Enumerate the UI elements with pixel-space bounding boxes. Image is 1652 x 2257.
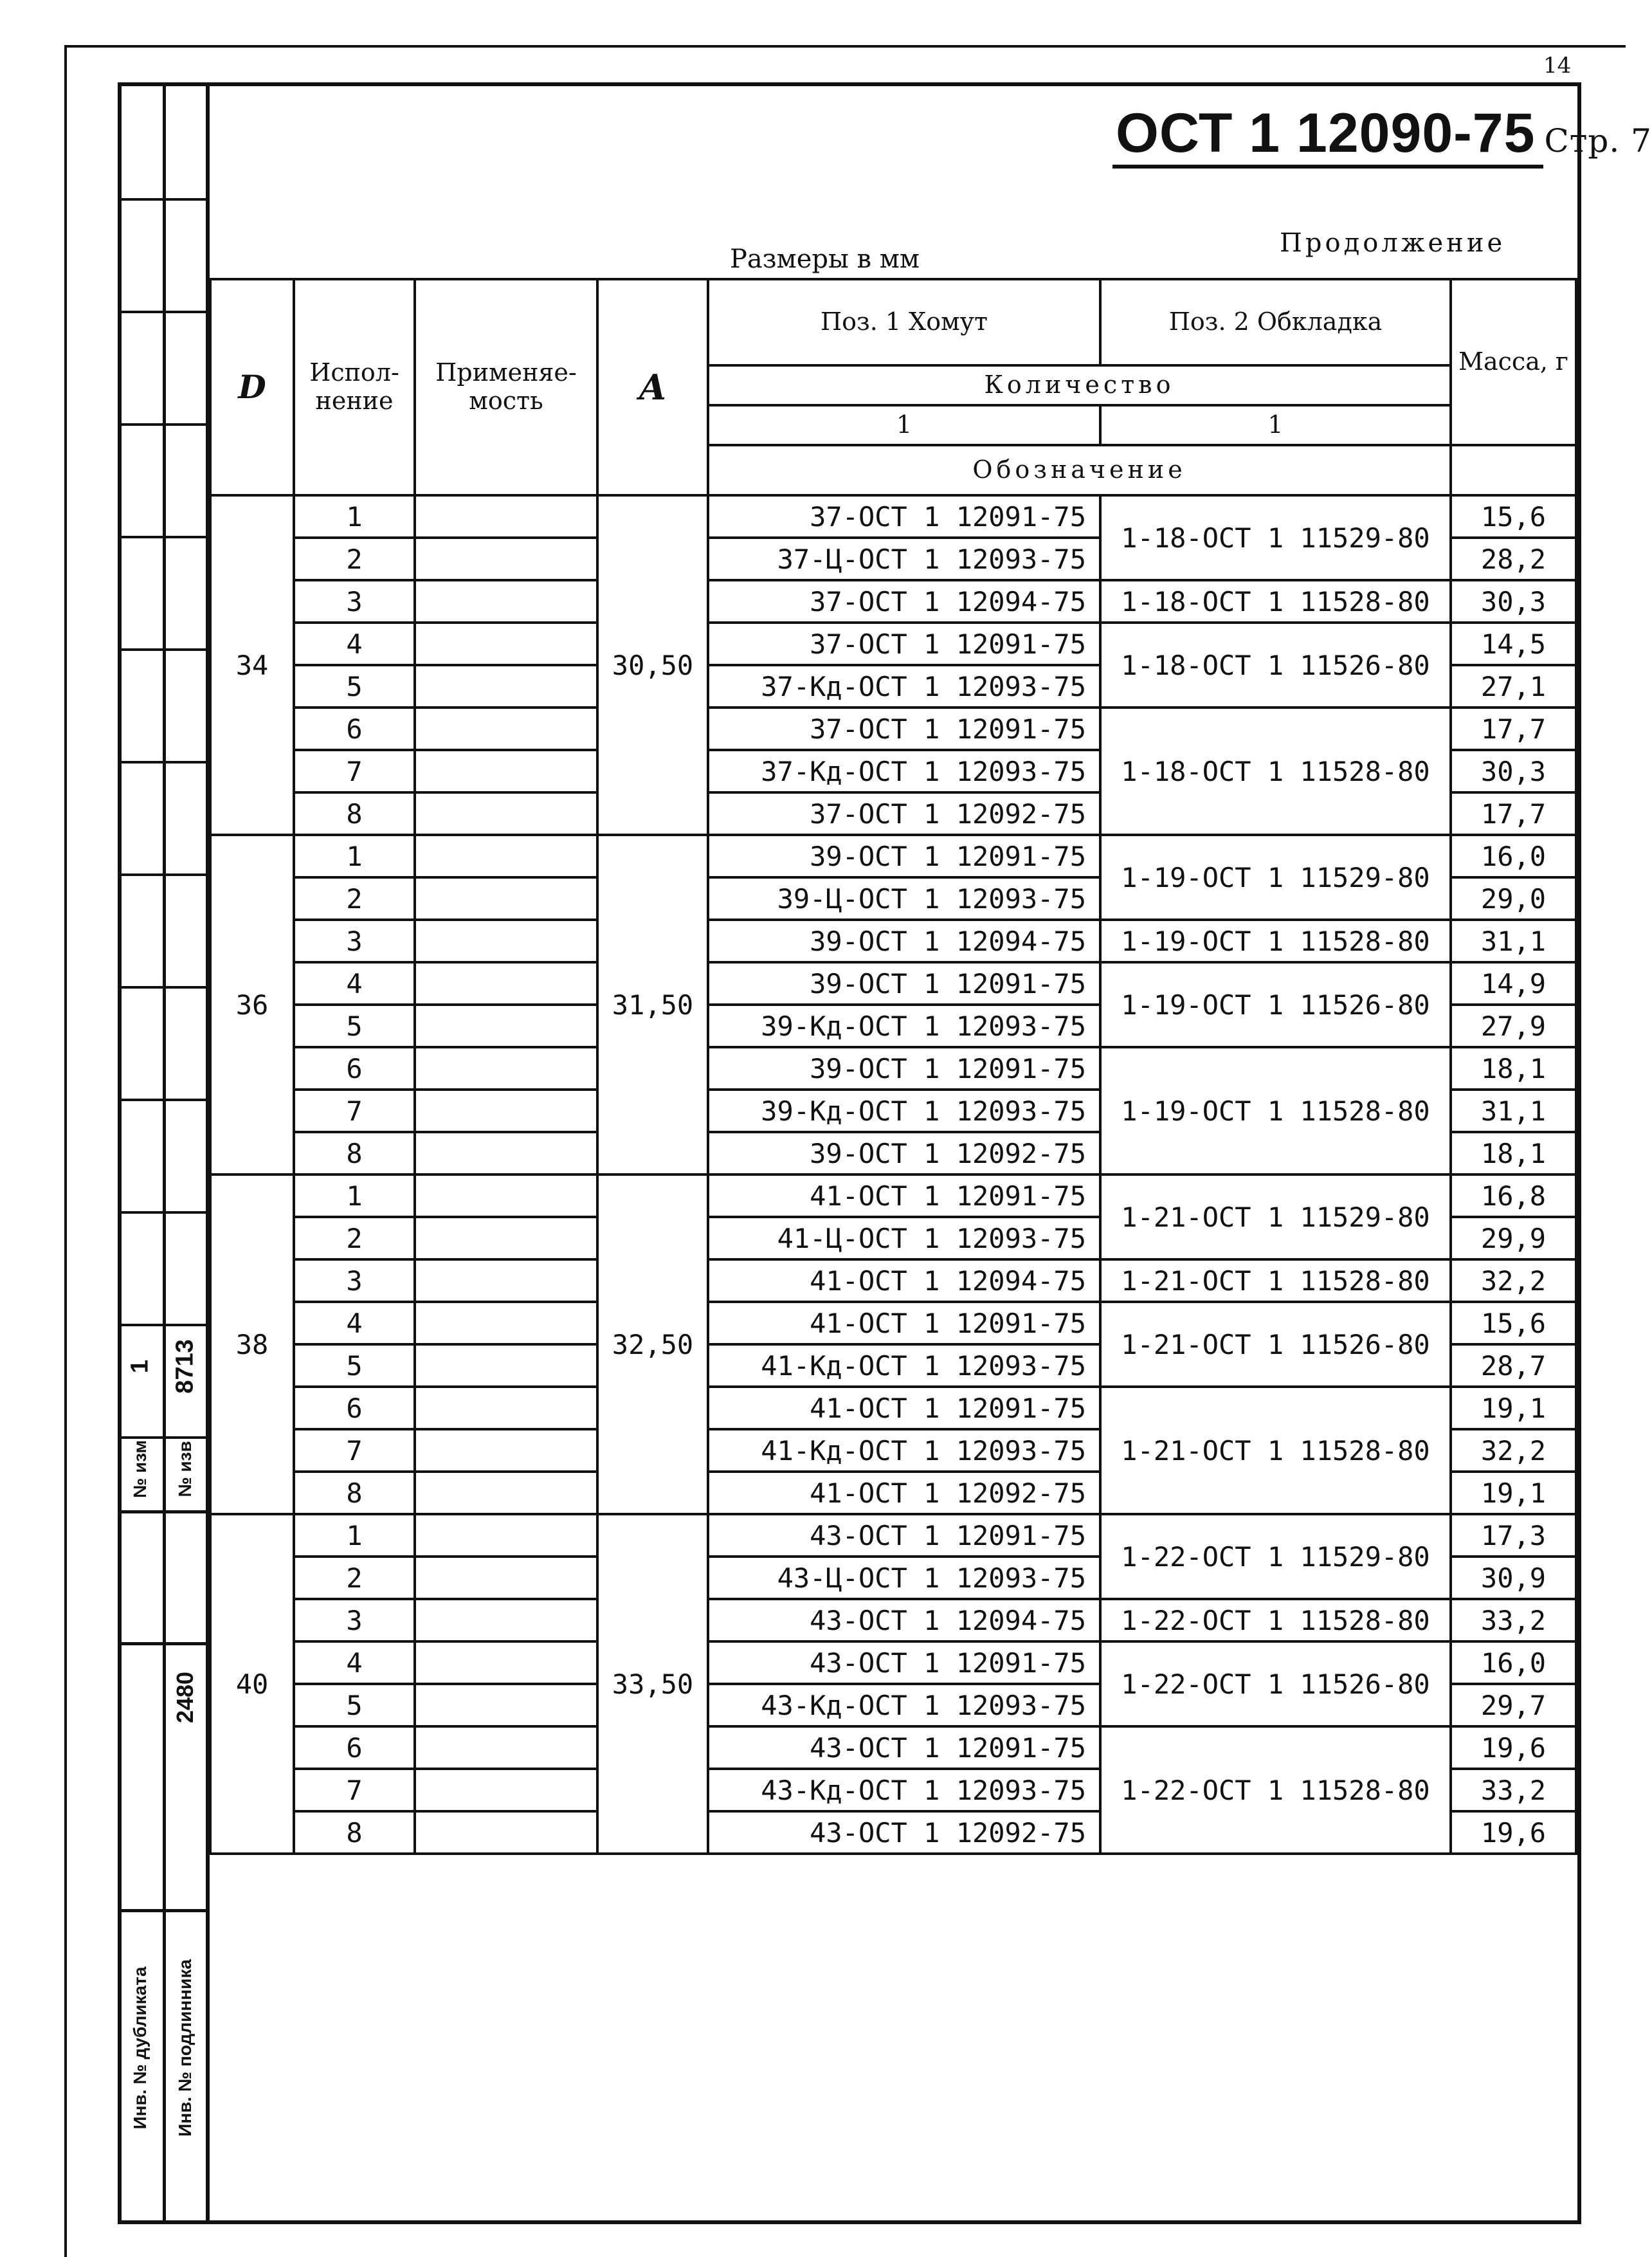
cell-prim bbox=[415, 750, 597, 792]
cell-pos1: 37-Кд-ОСТ 1 12093-75 bbox=[708, 665, 1100, 708]
cell-isp: 1 bbox=[294, 1174, 415, 1217]
cell-mass: 33,2 bbox=[1451, 1769, 1576, 1811]
table-row bbox=[210, 1726, 1576, 1769]
stamp-orig-label: Инв. № подлинника bbox=[175, 1959, 195, 2137]
cell-isp: 5 bbox=[294, 1344, 415, 1387]
stamp-orig-value: 2480 bbox=[172, 1671, 198, 1724]
cell-prim bbox=[415, 962, 597, 1005]
cell-mass: 29,0 bbox=[1451, 877, 1576, 920]
table-row bbox=[210, 708, 1576, 750]
cell-isp: 7 bbox=[294, 1090, 415, 1132]
cell-mass: 17,7 bbox=[1451, 792, 1576, 835]
cell-isp: 3 bbox=[294, 580, 415, 623]
table-row bbox=[210, 1302, 1576, 1344]
col-isp-header: Испол- нение bbox=[294, 279, 415, 495]
cell-a: 31,50 bbox=[597, 835, 708, 1174]
cell-prim bbox=[415, 1641, 597, 1684]
cell-prim bbox=[415, 1429, 597, 1472]
cell-pos1: 37-Ц-ОСТ 1 12093-75 bbox=[708, 538, 1100, 580]
cell-prim bbox=[415, 792, 597, 835]
cell-mass: 19,1 bbox=[1451, 1472, 1576, 1514]
cell-pos2: 1-18-ОСТ 1 11526-80 bbox=[1100, 623, 1451, 708]
table-row bbox=[210, 495, 1576, 538]
cell-isp: 8 bbox=[294, 1472, 415, 1514]
stamp-izv-value: 8713 bbox=[171, 1339, 199, 1394]
cell-pos1: 43-Кд-ОСТ 1 12093-75 bbox=[708, 1684, 1100, 1726]
cell-a: 32,50 bbox=[597, 1174, 708, 1514]
cell-pos2: 1-22-ОСТ 1 11529-80 bbox=[1100, 1514, 1451, 1599]
cell-mass: 31,1 bbox=[1451, 1090, 1576, 1132]
table-row bbox=[210, 1047, 1576, 1090]
cell-mass: 17,7 bbox=[1451, 708, 1576, 750]
cell-pos1: 39-ОСТ 1 12092-75 bbox=[708, 1132, 1100, 1174]
col-d-header: D bbox=[210, 279, 294, 495]
table-row bbox=[210, 835, 1576, 877]
cell-isp: 3 bbox=[294, 1599, 415, 1641]
cell-prim bbox=[415, 1344, 597, 1387]
cell-prim bbox=[415, 1090, 597, 1132]
cell-isp: 3 bbox=[294, 1259, 415, 1302]
cell-pos2: 1-21-ОСТ 1 11528-80 bbox=[1100, 1259, 1451, 1302]
table-row bbox=[210, 962, 1576, 1005]
cell-isp: 4 bbox=[294, 1641, 415, 1684]
cell-d: 36 bbox=[210, 835, 294, 1174]
cell-pos2: 1-18-ОСТ 1 11528-80 bbox=[1100, 708, 1451, 835]
cell-pos2: 1-21-ОСТ 1 11526-80 bbox=[1100, 1302, 1451, 1387]
page-number: 14 bbox=[1543, 53, 1572, 78]
cell-mass: 19,1 bbox=[1451, 1387, 1576, 1429]
table-row bbox=[210, 623, 1576, 665]
cell-isp: 5 bbox=[294, 1684, 415, 1726]
cell-pos1: 43-ОСТ 1 12091-75 bbox=[708, 1514, 1100, 1557]
cell-isp: 7 bbox=[294, 1769, 415, 1811]
col-pos1-header: Поз. 1 Хомут bbox=[708, 279, 1100, 365]
cell-mass: 16,8 bbox=[1451, 1174, 1576, 1217]
cell-prim bbox=[415, 1769, 597, 1811]
cell-pos2: 1-19-ОСТ 1 11529-80 bbox=[1100, 835, 1451, 920]
cell-isp: 7 bbox=[294, 1429, 415, 1472]
table-row bbox=[210, 1599, 1576, 1641]
cell-isp: 6 bbox=[294, 1047, 415, 1090]
table-row bbox=[210, 920, 1576, 962]
cell-mass: 27,9 bbox=[1451, 1005, 1576, 1047]
cell-mass: 32,2 bbox=[1451, 1259, 1576, 1302]
cell-prim bbox=[415, 1726, 597, 1769]
stamp-izm-label: № изм bbox=[130, 1439, 150, 1499]
cell-pos1: 39-ОСТ 1 12091-75 bbox=[708, 962, 1100, 1005]
table-row bbox=[210, 1641, 1576, 1684]
cell-mass: 30,9 bbox=[1451, 1557, 1576, 1599]
table-row bbox=[210, 1174, 1576, 1217]
cell-pos1: 41-ОСТ 1 12091-75 bbox=[708, 1387, 1100, 1429]
cell-mass: 31,1 bbox=[1451, 920, 1576, 962]
cell-pos1: 37-ОСТ 1 12091-75 bbox=[708, 623, 1100, 665]
cell-prim bbox=[415, 538, 597, 580]
col-desig-header: Обозначение bbox=[708, 445, 1451, 495]
cell-mass: 19,6 bbox=[1451, 1726, 1576, 1769]
cell-prim bbox=[415, 623, 597, 665]
cell-pos1: 43-Ц-ОСТ 1 12093-75 bbox=[708, 1557, 1100, 1599]
spec-table bbox=[209, 278, 1577, 2092]
stamp-izm-value: 1 bbox=[126, 1359, 154, 1374]
blank-area bbox=[210, 1854, 1576, 2092]
cell-pos1: 37-Кд-ОСТ 1 12093-75 bbox=[708, 750, 1100, 792]
cell-mass: 15,6 bbox=[1451, 495, 1576, 538]
sizes-note: Размеры в мм bbox=[730, 244, 920, 274]
cell-prim bbox=[415, 708, 597, 750]
cell-isp: 2 bbox=[294, 538, 415, 580]
cell-mass: 18,1 bbox=[1451, 1047, 1576, 1090]
cell-d: 38 bbox=[210, 1174, 294, 1514]
cell-pos2: 1-21-ОСТ 1 11529-80 bbox=[1100, 1174, 1451, 1259]
cell-mass: 19,6 bbox=[1451, 1811, 1576, 1854]
cell-prim bbox=[415, 1557, 597, 1599]
cell-pos2: 1-22-ОСТ 1 11528-80 bbox=[1100, 1726, 1451, 1854]
cell-pos1: 39-ОСТ 1 12094-75 bbox=[708, 920, 1100, 962]
table-row bbox=[210, 1514, 1576, 1557]
cell-pos1: 43-Кд-ОСТ 1 12093-75 bbox=[708, 1769, 1100, 1811]
cell-prim bbox=[415, 1684, 597, 1726]
standard-title bbox=[1116, 102, 1652, 165]
title-underline bbox=[1112, 165, 1543, 169]
cell-pos2: 1-18-ОСТ 1 11528-80 bbox=[1100, 580, 1451, 623]
cell-mass: 27,1 bbox=[1451, 665, 1576, 708]
cell-pos1: 41-ОСТ 1 12091-75 bbox=[708, 1302, 1100, 1344]
cell-prim bbox=[415, 1047, 597, 1090]
cell-pos1: 43-ОСТ 1 12091-75 bbox=[708, 1726, 1100, 1769]
cell-pos2: 1-21-ОСТ 1 11528-80 bbox=[1100, 1387, 1451, 1514]
cell-isp: 5 bbox=[294, 665, 415, 708]
col-mass-header: Масса, г bbox=[1451, 279, 1576, 445]
cell-isp: 2 bbox=[294, 1217, 415, 1259]
qty-pos1: 1 bbox=[708, 405, 1100, 445]
cell-isp: 8 bbox=[294, 1811, 415, 1854]
cell-pos1: 41-Кд-ОСТ 1 12093-75 bbox=[708, 1429, 1100, 1472]
stamp-column bbox=[118, 82, 209, 2224]
cell-isp: 6 bbox=[294, 1387, 415, 1429]
cell-isp: 2 bbox=[294, 877, 415, 920]
cell-isp: 8 bbox=[294, 792, 415, 835]
cell-pos1: 39-ОСТ 1 12091-75 bbox=[708, 835, 1100, 877]
continuation-label: Продолжение bbox=[1280, 228, 1506, 258]
cell-isp: 6 bbox=[294, 708, 415, 750]
cell-prim bbox=[415, 1259, 597, 1302]
cell-mass: 28,7 bbox=[1451, 1344, 1576, 1387]
cell-isp: 3 bbox=[294, 920, 415, 962]
cell-pos1: 43-ОСТ 1 12092-75 bbox=[708, 1811, 1100, 1854]
cell-prim bbox=[415, 665, 597, 708]
cell-mass: 29,9 bbox=[1451, 1217, 1576, 1259]
cell-pos1: 41-ОСТ 1 12094-75 bbox=[708, 1259, 1100, 1302]
col-qty-header: Количество bbox=[708, 365, 1451, 405]
cell-d: 34 bbox=[210, 495, 294, 835]
cell-pos2: 1-19-ОСТ 1 11526-80 bbox=[1100, 962, 1451, 1047]
col-a-header: A bbox=[597, 279, 708, 495]
cell-pos1: 41-Ц-ОСТ 1 12093-75 bbox=[708, 1217, 1100, 1259]
cell-pos1: 39-Кд-ОСТ 1 12093-75 bbox=[708, 1005, 1100, 1047]
cell-pos1: 37-ОСТ 1 12092-75 bbox=[708, 792, 1100, 835]
cell-pos1: 41-Кд-ОСТ 1 12093-75 bbox=[708, 1344, 1100, 1387]
cell-prim bbox=[415, 1217, 597, 1259]
cell-mass: 14,9 bbox=[1451, 962, 1576, 1005]
cell-isp: 7 bbox=[294, 750, 415, 792]
cell-pos1: 39-ОСТ 1 12091-75 bbox=[708, 1047, 1100, 1090]
cell-isp: 8 bbox=[294, 1132, 415, 1174]
cell-d: 40 bbox=[210, 1514, 294, 1854]
cell-pos1: 43-ОСТ 1 12094-75 bbox=[708, 1599, 1100, 1641]
cell-a: 33,50 bbox=[597, 1514, 708, 1854]
cell-isp: 4 bbox=[294, 1302, 415, 1344]
cell-pos2: 1-22-ОСТ 1 11528-80 bbox=[1100, 1599, 1451, 1641]
cell-pos1: 37-ОСТ 1 12094-75 bbox=[708, 580, 1100, 623]
cell-prim bbox=[415, 1472, 597, 1514]
table-row bbox=[210, 1259, 1576, 1302]
cell-pos1: 39-Кд-ОСТ 1 12093-75 bbox=[708, 1090, 1100, 1132]
cell-isp: 1 bbox=[294, 835, 415, 877]
cell-isp: 4 bbox=[294, 623, 415, 665]
cell-isp: 2 bbox=[294, 1557, 415, 1599]
cell-pos2: 1-19-ОСТ 1 11528-80 bbox=[1100, 1047, 1451, 1174]
cell-prim bbox=[415, 1174, 597, 1217]
cell-mass: 17,3 bbox=[1451, 1514, 1576, 1557]
cell-mass: 30,3 bbox=[1451, 750, 1576, 792]
cell-prim bbox=[415, 1599, 597, 1641]
cell-mass: 30,3 bbox=[1451, 580, 1576, 623]
cell-pos1: 39-Ц-ОСТ 1 12093-75 bbox=[708, 877, 1100, 920]
page-label: Стр. 7 bbox=[1544, 122, 1652, 160]
cell-prim bbox=[415, 1005, 597, 1047]
cell-prim bbox=[415, 835, 597, 877]
cell-isp: 4 bbox=[294, 962, 415, 1005]
cell-prim bbox=[415, 1514, 597, 1557]
cell-pos1: 43-ОСТ 1 12091-75 bbox=[708, 1641, 1100, 1684]
cell-isp: 1 bbox=[294, 495, 415, 538]
stamp-izv-label: № изв bbox=[175, 1441, 195, 1497]
col-prim-header: Применяе- мость bbox=[415, 279, 597, 495]
cell-pos1: 37-ОСТ 1 12091-75 bbox=[708, 708, 1100, 750]
cell-prim bbox=[415, 877, 597, 920]
cell-mass: 33,2 bbox=[1451, 1599, 1576, 1641]
cell-pos1: 41-ОСТ 1 12091-75 bbox=[708, 1174, 1100, 1217]
cell-mass: 15,6 bbox=[1451, 1302, 1576, 1344]
cell-mass: 14,5 bbox=[1451, 623, 1576, 665]
table-row bbox=[210, 580, 1576, 623]
standard-number: ОСТ 1 12090-75 bbox=[1116, 102, 1536, 164]
stamp-dup-label: Инв. № дубликата bbox=[130, 1966, 150, 2130]
cell-prim bbox=[415, 1811, 597, 1854]
cell-mass: 29,7 bbox=[1451, 1684, 1576, 1726]
cell-mass: 16,0 bbox=[1451, 835, 1576, 877]
cell-mass: 28,2 bbox=[1451, 538, 1576, 580]
cell-pos2: 1-18-ОСТ 1 11529-80 bbox=[1100, 495, 1451, 580]
qty-pos2: 1 bbox=[1100, 405, 1451, 445]
cell-pos2: 1-19-ОСТ 1 11528-80 bbox=[1100, 920, 1451, 962]
table-row bbox=[210, 1387, 1576, 1429]
cell-pos1: 41-ОСТ 1 12092-75 bbox=[708, 1472, 1100, 1514]
cell-prim bbox=[415, 920, 597, 962]
cell-mass: 32,2 bbox=[1451, 1429, 1576, 1472]
cell-isp: 6 bbox=[294, 1726, 415, 1769]
cell-prim bbox=[415, 1302, 597, 1344]
cell-pos1: 37-ОСТ 1 12091-75 bbox=[708, 495, 1100, 538]
cell-prim bbox=[415, 580, 597, 623]
cell-isp: 5 bbox=[294, 1005, 415, 1047]
cell-prim bbox=[415, 1132, 597, 1174]
col-pos2-header: Поз. 2 Обкладка bbox=[1100, 279, 1451, 365]
cell-isp: 1 bbox=[294, 1514, 415, 1557]
cell-prim bbox=[415, 495, 597, 538]
cell-mass: 16,0 bbox=[1451, 1641, 1576, 1684]
cell-pos2: 1-22-ОСТ 1 11526-80 bbox=[1100, 1641, 1451, 1726]
cell-mass: 18,1 bbox=[1451, 1132, 1576, 1174]
cell-a: 30,50 bbox=[597, 495, 708, 835]
cell-prim bbox=[415, 1387, 597, 1429]
